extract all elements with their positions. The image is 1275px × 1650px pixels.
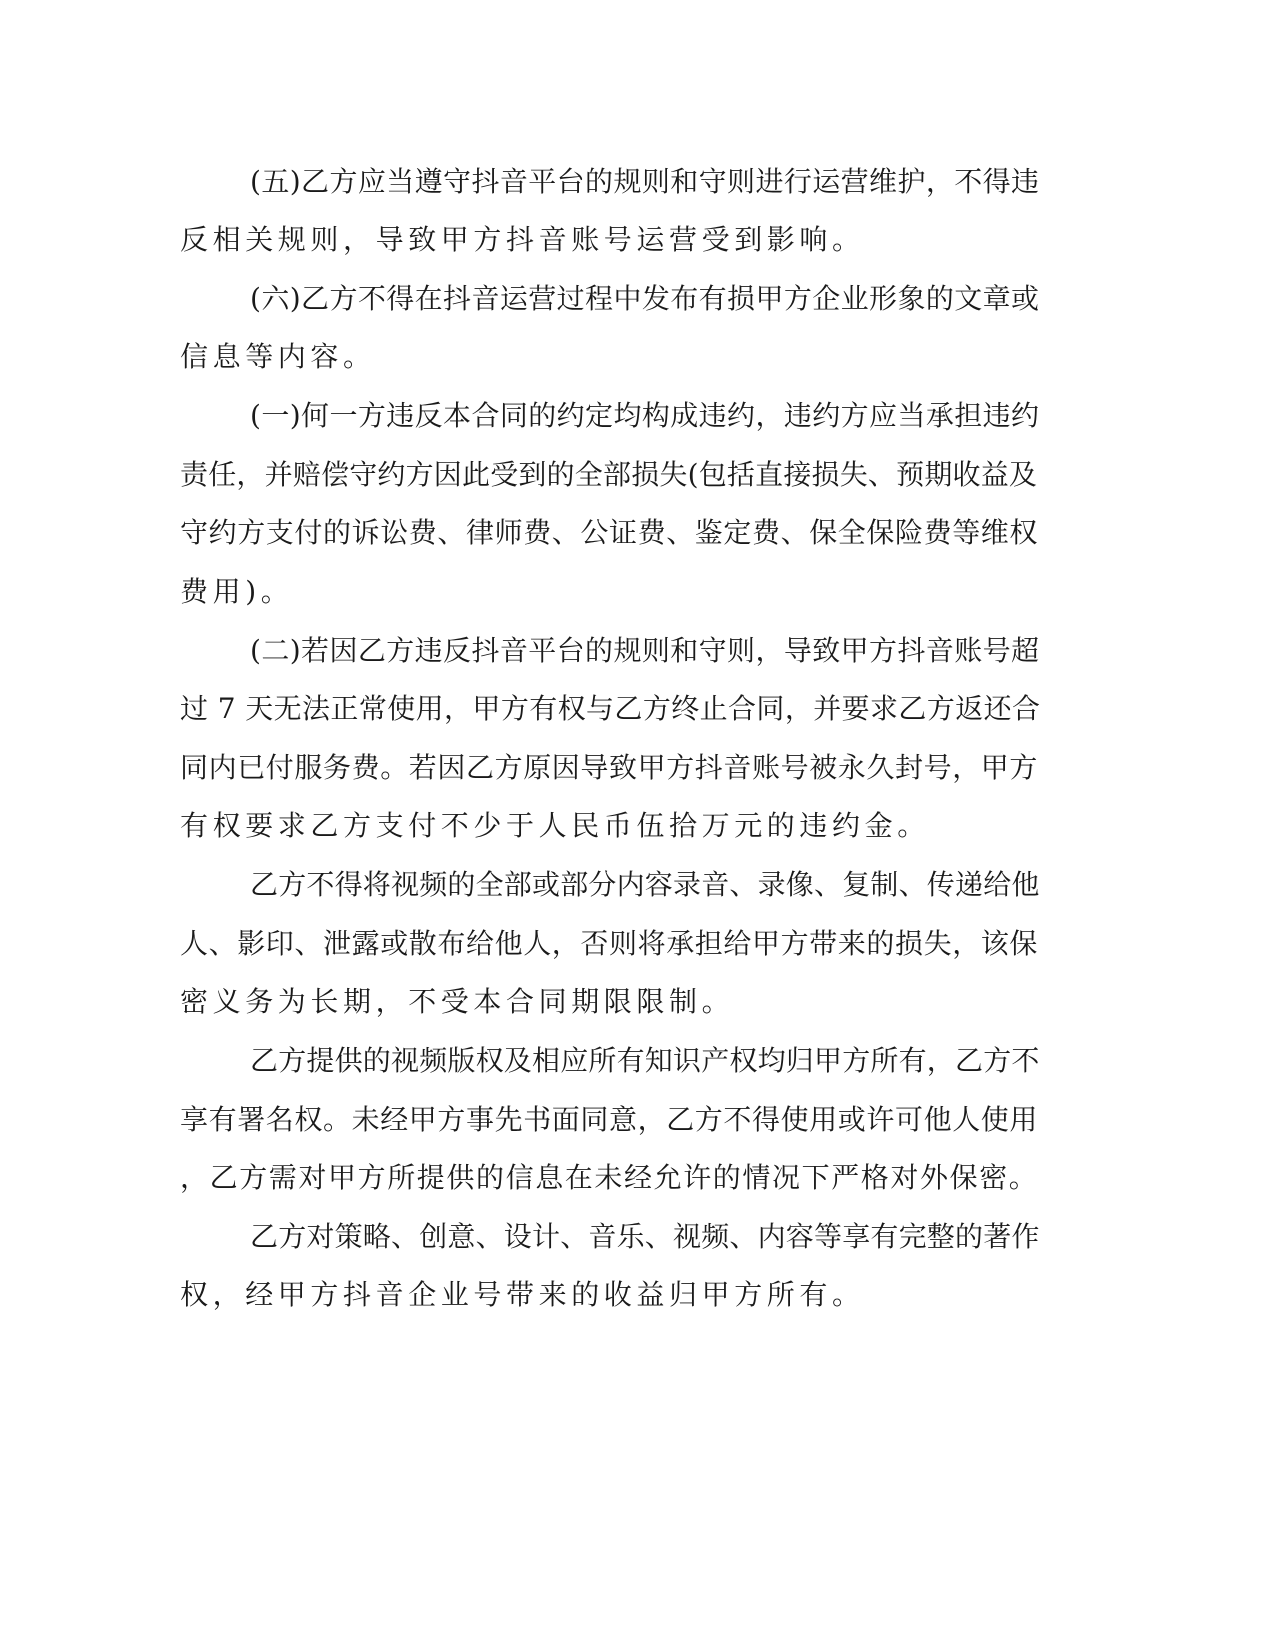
copyright-line-3: ，乙方需对甲方所提供的信息在未经允许的情况下严格对外保密。 — [180, 1161, 1039, 1194]
paragraph-5-line-2: 反相关规则，导致甲方抖音账号运营受到影响。 — [180, 223, 865, 256]
breach-1-line-4: 费用)。 — [180, 575, 294, 608]
copyright-line-1: 乙方提供的视频版权及相应所有知识产权均归甲方所有，乙方不 — [250, 1044, 1040, 1077]
authorship-line-1: 乙方对策略、创意、设计、音乐、视频、内容等享有完整的著作 — [250, 1220, 1040, 1253]
breach-2-line-2: 过 7 天无法正常使用，甲方有权与乙方终止合同，并要求乙方返还合 — [180, 692, 1041, 725]
paragraph-5-line-1: (五)乙方应当遵守抖音平台的规则和守则进行运营维护，不得违 — [250, 165, 1040, 198]
confidentiality-line-1: 乙方不得将视频的全部或部分内容录音、录像、复制、传递给他 — [250, 868, 1040, 901]
confidentiality-line-2: 人、影印、泄露或散布给他人，否则将承担给甲方带来的损失，该保 — [180, 927, 1039, 960]
paragraph-6-line-1: (六)乙方不得在抖音运营过程中发布有损甲方企业形象的文章或 — [250, 282, 1040, 315]
breach-1-line-2: 责任，并赔偿守约方因此受到的全部损失(包括直接损失、预期收益及 — [180, 458, 1038, 491]
breach-1-line-3: 守约方支付的诉讼费、律师费、公证费、鉴定费、保全保险费等维权 — [180, 516, 1039, 549]
breach-2-line-1: (二)若因乙方违反抖音平台的规则和守则，导致甲方抖音账号超 — [250, 634, 1040, 667]
breach-1-line-1: (一)何一方违反本合同的约定均构成违约，违约方应当承担违约 — [250, 399, 1040, 432]
authorship-line-2: 权，经甲方抖音企业号带来的收益归甲方所有。 — [180, 1278, 865, 1311]
copyright-line-2: 享有署名权。未经甲方事先书面同意，乙方不得使用或许可他人使用 — [180, 1103, 1039, 1136]
breach-2-line-4: 有权要求乙方支付不少于人民币伍拾万元的违约金。 — [180, 809, 930, 842]
confidentiality-line-3: 密义务为长期，不受本合同期限限制。 — [180, 985, 735, 1018]
paragraph-6-line-2: 信息等内容。 — [180, 340, 376, 373]
breach-2-line-3: 同内已付服务费。若因乙方原因导致甲方抖音账号被永久封号，甲方 — [180, 751, 1039, 784]
